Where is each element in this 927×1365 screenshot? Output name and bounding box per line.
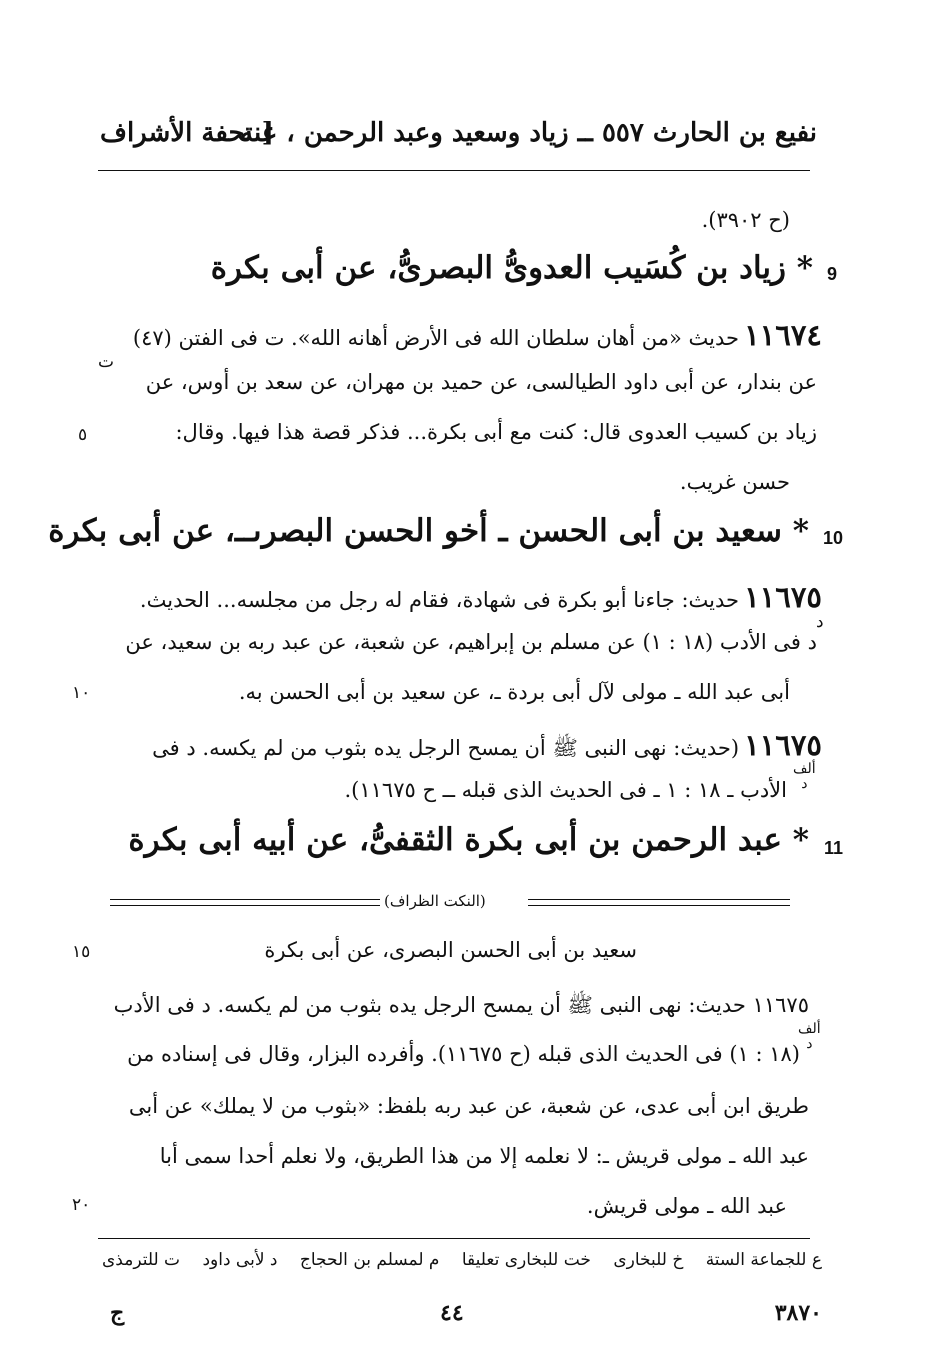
hadith-11675a-line2: الأدب ـ ١٨ : ١ ـ فى الحديث الذى قبله ــ ح ١١٦٧٥). (344, 778, 787, 802)
hadith-number: ١١٦٧٤ (744, 318, 822, 352)
hadith-11675-line1 (140, 580, 822, 614)
page-number: ٤٤ (440, 1300, 464, 1326)
line-number-15: ١٥ (72, 942, 91, 962)
line-number-5: ٥ (78, 425, 88, 445)
legend-item: ع للجماعة الستة (705, 1250, 822, 1270)
hadith-text: (حديث: نهى النبى ﷺ أن يمسح الرجل يده بثوب من لم يكسه. د فى (152, 736, 740, 760)
hadith-number: ١١٦٧٥ (744, 580, 822, 614)
legend-rule (98, 1238, 810, 1239)
line-number-20: ٢٠ (72, 1195, 91, 1215)
legend-item: ت للترمذى (102, 1250, 181, 1270)
hadith-11675a-line1 (152, 728, 822, 766)
narrator-9-index: 9 (826, 264, 837, 284)
section-title: (النكت الظراف) (384, 892, 486, 910)
hadith-11674-line3: زياد بن كسيب العدوى قال: كنت مع أبى بكرة... فذكر قصة هذا فيها. وقال: (175, 420, 817, 444)
hadith-11674-line4: حسن غريب. (679, 470, 790, 494)
legend-item: د لأبى داود (202, 1250, 278, 1270)
top-reference: (ح ٣٩٠٢). (701, 208, 790, 232)
sigla-marker: ألف د (798, 1021, 821, 1052)
narrator-11-heading: * عبد الرحمن بن أبى بكرة الثقفىُّ، عن أبيه أبى بكرة (128, 822, 809, 858)
hadith-11675-line2: د فى الأدب (١٨ : ١) عن مسلم بن إبراهيم، عن شعبة، عن عبد ربه بن سعيد، عن (125, 630, 817, 654)
sigla-marker: ت (98, 352, 115, 372)
sigla-marker: ألف د (793, 761, 816, 792)
narrator-10-heading: * سعيد بن أبى الحسن ـ أخو الحسن البصرىــ، عن أبى بكرة (48, 513, 809, 549)
sigla-marker: د (816, 612, 824, 632)
nukat-line5: عبد الله ـ مولى قريش. (586, 1194, 787, 1218)
hadith-11675-line3: أبى عبد الله ـ مولى لآل أبى بردة ـ، عن سعيد بن أبى الحسن به. (238, 680, 790, 704)
sequence-number: ٣٨٧٠ (774, 1300, 822, 1326)
hadith-text: حديث: جاءنا أبو بكرة فى شهادة، فقام له رجل من مجلسه... الحديث. (139, 588, 740, 612)
legend-item: خ للبخارى (613, 1250, 684, 1270)
hadith-text: حديث «من أهان سلطان الله فى الأرض أهانه الله». ت فى الفتن (٤٧) (132, 326, 740, 350)
section-rule-right (528, 899, 790, 906)
hadith-number: ١١٦٧٥ (744, 728, 822, 762)
section-rule-left (110, 899, 380, 906)
hadith-11674-line1 (133, 318, 822, 352)
hadith-11674-line2: عن بندار، عن أبى داود الطيالسى، عن حميد بن مهران، عن سعد بن أوس، عن (145, 370, 817, 394)
nukat-line3: طريق ابن أبى عدى، عن شعبة، عن عبد ربه بلفظ: «بثوب من لا يملك» عن أبى (128, 1094, 809, 1118)
nukat-line2: (١٨ : ١) فى الحديث الذى قبله (ح ١١٦٧٥). وأفرده البزار، وقال فى إسناده من (127, 1042, 800, 1066)
nukat-line1: ١١٦٧٥ حديث: نهى النبى ﷺ أن يمسح الرجل يده بثوب من لم يكسه. د فى الأدب (113, 993, 809, 1017)
running-header-book: [ تحفة الأشراف (100, 118, 274, 148)
narrator-10-index: 10 (822, 528, 843, 548)
legend-bar (102, 1250, 822, 1270)
volume-letter: ج (110, 1300, 125, 1326)
narrator-9-heading: * زياد بن كُسَيب العدوىُّ البصرىُّ، عن أبى بكرة (210, 250, 813, 286)
narrator-11-index: 11 (823, 838, 843, 858)
nukat-heading: سعيد بن أبى الحسن البصرى، عن أبى بكرة (264, 938, 637, 962)
nukat-line4: عبد الله ـ مولى قريش ـ: لا نعلمه إلا من هذا الطريق، ولا نعلم أحدا سمى أبا (159, 1144, 809, 1168)
running-header-title: نفيع بن الحارث ٥٥٧ ــ زياد وسعيد وعبد الرحمن ، عنه (240, 118, 817, 148)
line-number-10: ١٠ (72, 683, 91, 703)
legend-item: خت للبخارى تعليقا (461, 1250, 591, 1270)
legend-item: م لمسلم بن الحجاج (299, 1250, 440, 1270)
header-rule (98, 170, 810, 171)
